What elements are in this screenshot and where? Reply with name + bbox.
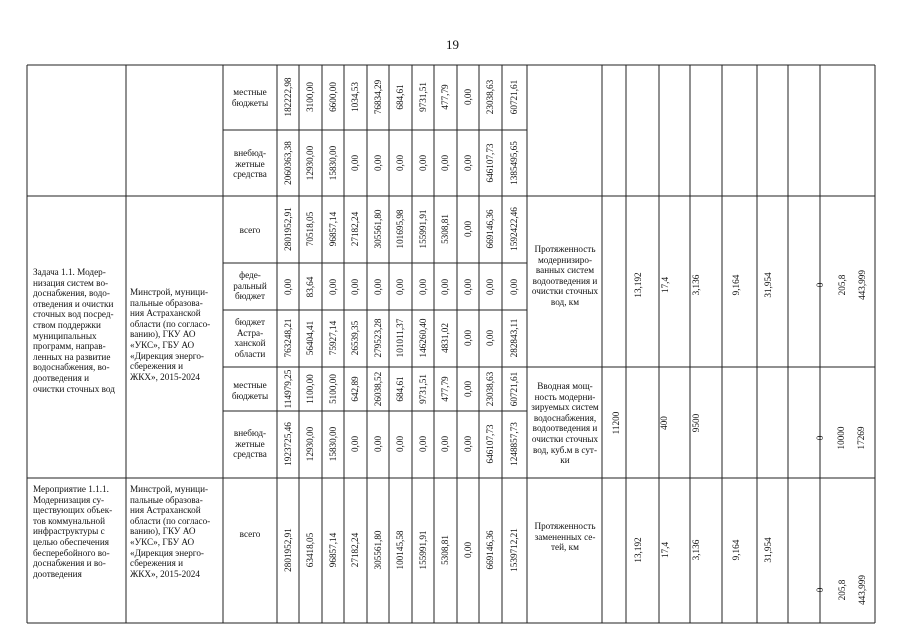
value-cell: 26038,52 <box>373 371 383 407</box>
indicator-value: 0 <box>815 587 825 593</box>
row-label-extra-budget: внебюд- жетные средства <box>233 148 267 180</box>
value-cell: 9731,51 <box>418 82 428 112</box>
value-cell: 279523,28 <box>373 318 383 358</box>
value-cell: 4831,02 <box>440 323 450 353</box>
indicator-value: 205,8 <box>837 274 847 296</box>
value-cell: 5308,81 <box>440 535 450 565</box>
indicator-value: 31,954 <box>763 272 773 298</box>
value-cell: 642,89 <box>350 376 360 402</box>
indicator-value: 9500 <box>691 413 701 433</box>
measure-name: Мероприятие 1.1.1. Модернизация су- ществующих объек- тов коммунальной инфраструктуры с целью обеспечения бесперебойного во- доснабжения и во- доотведения <box>33 484 113 579</box>
value-cell: 0,00 <box>373 154 383 172</box>
value-cell: 63418,05 <box>305 532 315 568</box>
value-cell: 0,00 <box>373 435 383 453</box>
value-cell: 5100,00 <box>328 374 338 404</box>
value-cell: 155991,91 <box>418 530 428 570</box>
indicator-value: 0 <box>815 282 825 288</box>
page-number: 19 <box>446 37 459 52</box>
value-cell: 0,00 <box>509 278 519 296</box>
value-cell: 83,64 <box>305 276 315 298</box>
value-cell: 0,00 <box>350 278 360 296</box>
value-cell: 684,61 <box>395 376 405 402</box>
value-cell: 0,00 <box>463 435 473 453</box>
value-cell: 60721,61 <box>509 371 519 407</box>
value-cell: 0,00 <box>463 88 473 106</box>
value-cell: 1385495,65 <box>509 141 519 185</box>
indicator-value: 9,164 <box>731 274 741 296</box>
value-cell: 60721,61 <box>509 79 519 115</box>
indicator-value: 11200 <box>611 411 621 435</box>
indicator-value: 9,164 <box>731 539 741 561</box>
indicator-name: Вводная мощ- ность модерни- зируемых систем водоснабжения, водоотведения и очистки сточных вод, куб.м в сут- ки <box>531 381 599 466</box>
value-cell: 114979,25 <box>283 369 293 409</box>
value-cell: 12930,00 <box>305 426 315 462</box>
value-cell: 2801952,91 <box>283 528 293 572</box>
value-cell: 1100,00 <box>305 374 315 404</box>
value-cell: 0,00 <box>418 435 428 453</box>
value-cell: 182222,98 <box>283 77 293 117</box>
indicator-value: 31,954 <box>763 537 773 563</box>
value-cell: 27182,24 <box>350 211 360 247</box>
value-cell: 0,00 <box>463 329 473 347</box>
value-cell: 76834,29 <box>373 79 383 115</box>
value-cell: 0,00 <box>328 278 338 296</box>
task-executor: Минстрой, муници- пальные образова- ния Астраханской области (по согласо- ванию), ГКУ АО «УКС», ГБУ АО «Дирекция энерго- сбережения и ЖКХ», 2015-2024 <box>130 287 211 382</box>
value-cell: 96857,14 <box>328 211 338 247</box>
value-cell: 669146,36 <box>485 209 495 249</box>
value-cell: 23038,63 <box>485 79 495 115</box>
indicator-value: 17,4 <box>660 541 670 559</box>
measure-executor: Минстрой, муници- пальные образова- ния Астраханской области (по согласо- ванию), ГКУ АО «УКС», ГБУ АО «Дирекция энерго- сбережения и ЖКХ», 2015-2024 <box>130 484 211 579</box>
indicator-value: 10000 <box>836 426 846 450</box>
value-cell: 0,00 <box>350 435 360 453</box>
value-cell: 0,00 <box>418 278 428 296</box>
indicator-value: 443,999 <box>857 575 867 605</box>
value-cell: 101011,37 <box>395 318 405 358</box>
row-label-regional-budget: бюджет Астра- ханской области <box>234 317 266 359</box>
task-name: Задача 1.1. Модер- низация систем во- доснабжения, водо- отведения и очистки сточных вод посред- ством поддержки муниципальных программ, направ- ленных на развитие водоснабжения, во- доотведения и очистки сточных вод <box>33 267 115 394</box>
row-label-federal-budget: феде- ральный бюджет <box>233 270 267 302</box>
value-cell: 70518,05 <box>305 211 315 247</box>
value-cell: 0,00 <box>418 154 428 172</box>
value-cell: 0,00 <box>440 278 450 296</box>
value-cell: 15830,00 <box>328 145 338 181</box>
value-cell: 305561,80 <box>373 209 383 249</box>
indicator-value: 3,136 <box>691 539 701 561</box>
value-cell: 0,00 <box>463 278 473 296</box>
value-cell: 646107,73 <box>485 424 495 464</box>
indicator-value: 3,136 <box>691 274 701 296</box>
value-cell: 477,79 <box>440 376 450 402</box>
value-cell: 0,00 <box>485 278 495 296</box>
value-cell: 477,79 <box>440 84 450 110</box>
value-cell: 0,00 <box>485 329 495 347</box>
value-cell: 0,00 <box>463 220 473 238</box>
value-cell: 0,00 <box>440 154 450 172</box>
value-cell: 15830,00 <box>328 426 338 462</box>
indicator-value: 17269 <box>856 426 866 450</box>
value-cell: 1034,53 <box>350 82 360 112</box>
value-cell: 0,00 <box>463 380 473 398</box>
indicator-value: 400 <box>659 416 669 430</box>
value-cell: 1923725,46 <box>283 422 293 466</box>
value-cell: 2801952,91 <box>283 207 293 251</box>
value-cell: 155991,91 <box>418 209 428 249</box>
indicator-value: 17,4 <box>660 276 670 294</box>
value-cell: 0,00 <box>395 435 405 453</box>
indicator-value: 13,192 <box>633 272 643 298</box>
row-label-total: всего <box>239 529 261 539</box>
value-cell: 0,00 <box>440 435 450 453</box>
value-cell: 282843,11 <box>509 318 519 358</box>
value-cell: 0,00 <box>395 278 405 296</box>
value-cell: 0,00 <box>395 154 405 172</box>
value-cell: 100145,58 <box>395 530 405 570</box>
value-cell: 0,00 <box>350 154 360 172</box>
value-cell: 23038,63 <box>485 371 495 407</box>
value-cell: 12930,00 <box>305 145 315 181</box>
indicator-value: 0 <box>815 435 825 441</box>
value-cell: 0,00 <box>373 278 383 296</box>
value-cell: 0,00 <box>283 278 293 296</box>
value-cell: 146260,40 <box>418 318 428 358</box>
value-cell: 646107,73 <box>485 143 495 183</box>
value-cell: 6600,00 <box>328 82 338 112</box>
value-cell: 75927,14 <box>328 320 338 356</box>
value-cell: 684,61 <box>395 84 405 110</box>
value-cell: 9731,51 <box>418 374 428 404</box>
row-label-total: всего <box>239 225 261 235</box>
value-cell: 305561,80 <box>373 530 383 570</box>
value-cell: 669146,36 <box>485 530 495 570</box>
indicator-value: 205,8 <box>837 579 847 601</box>
value-cell: 0,00 <box>463 154 473 172</box>
value-cell: 96857,14 <box>328 532 338 568</box>
value-cell: 27182,24 <box>350 532 360 568</box>
indicator-name: Протяженность замененных се- тей, км <box>534 521 596 553</box>
value-cell: 763248,21 <box>283 318 293 358</box>
row-label-extra-budget: внебюд- жетные средства <box>233 428 267 460</box>
value-cell: 0,00 <box>463 541 473 559</box>
value-cell: 1592422,46 <box>509 207 519 251</box>
value-cell: 1539712,21 <box>509 528 519 572</box>
value-cell: 5308,81 <box>440 214 450 244</box>
value-cell: 2060363,38 <box>283 141 293 185</box>
indicator-value: 443,999 <box>857 270 867 300</box>
row-label-local-budget: местные бюджеты <box>231 87 269 108</box>
indicator-name: Протяженность модернизиро- ванных систем водоотведения и очистки сточных вод, км <box>531 244 599 307</box>
value-cell: 3100,00 <box>305 82 315 112</box>
value-cell: 56404,41 <box>305 320 315 356</box>
value-cell: 26539,35 <box>350 320 360 356</box>
row-label-local-budget: местные бюджеты <box>231 380 269 401</box>
value-cell: 1248857,73 <box>509 422 519 466</box>
indicator-value: 13,192 <box>633 537 643 563</box>
value-cell: 101695,98 <box>395 209 405 249</box>
